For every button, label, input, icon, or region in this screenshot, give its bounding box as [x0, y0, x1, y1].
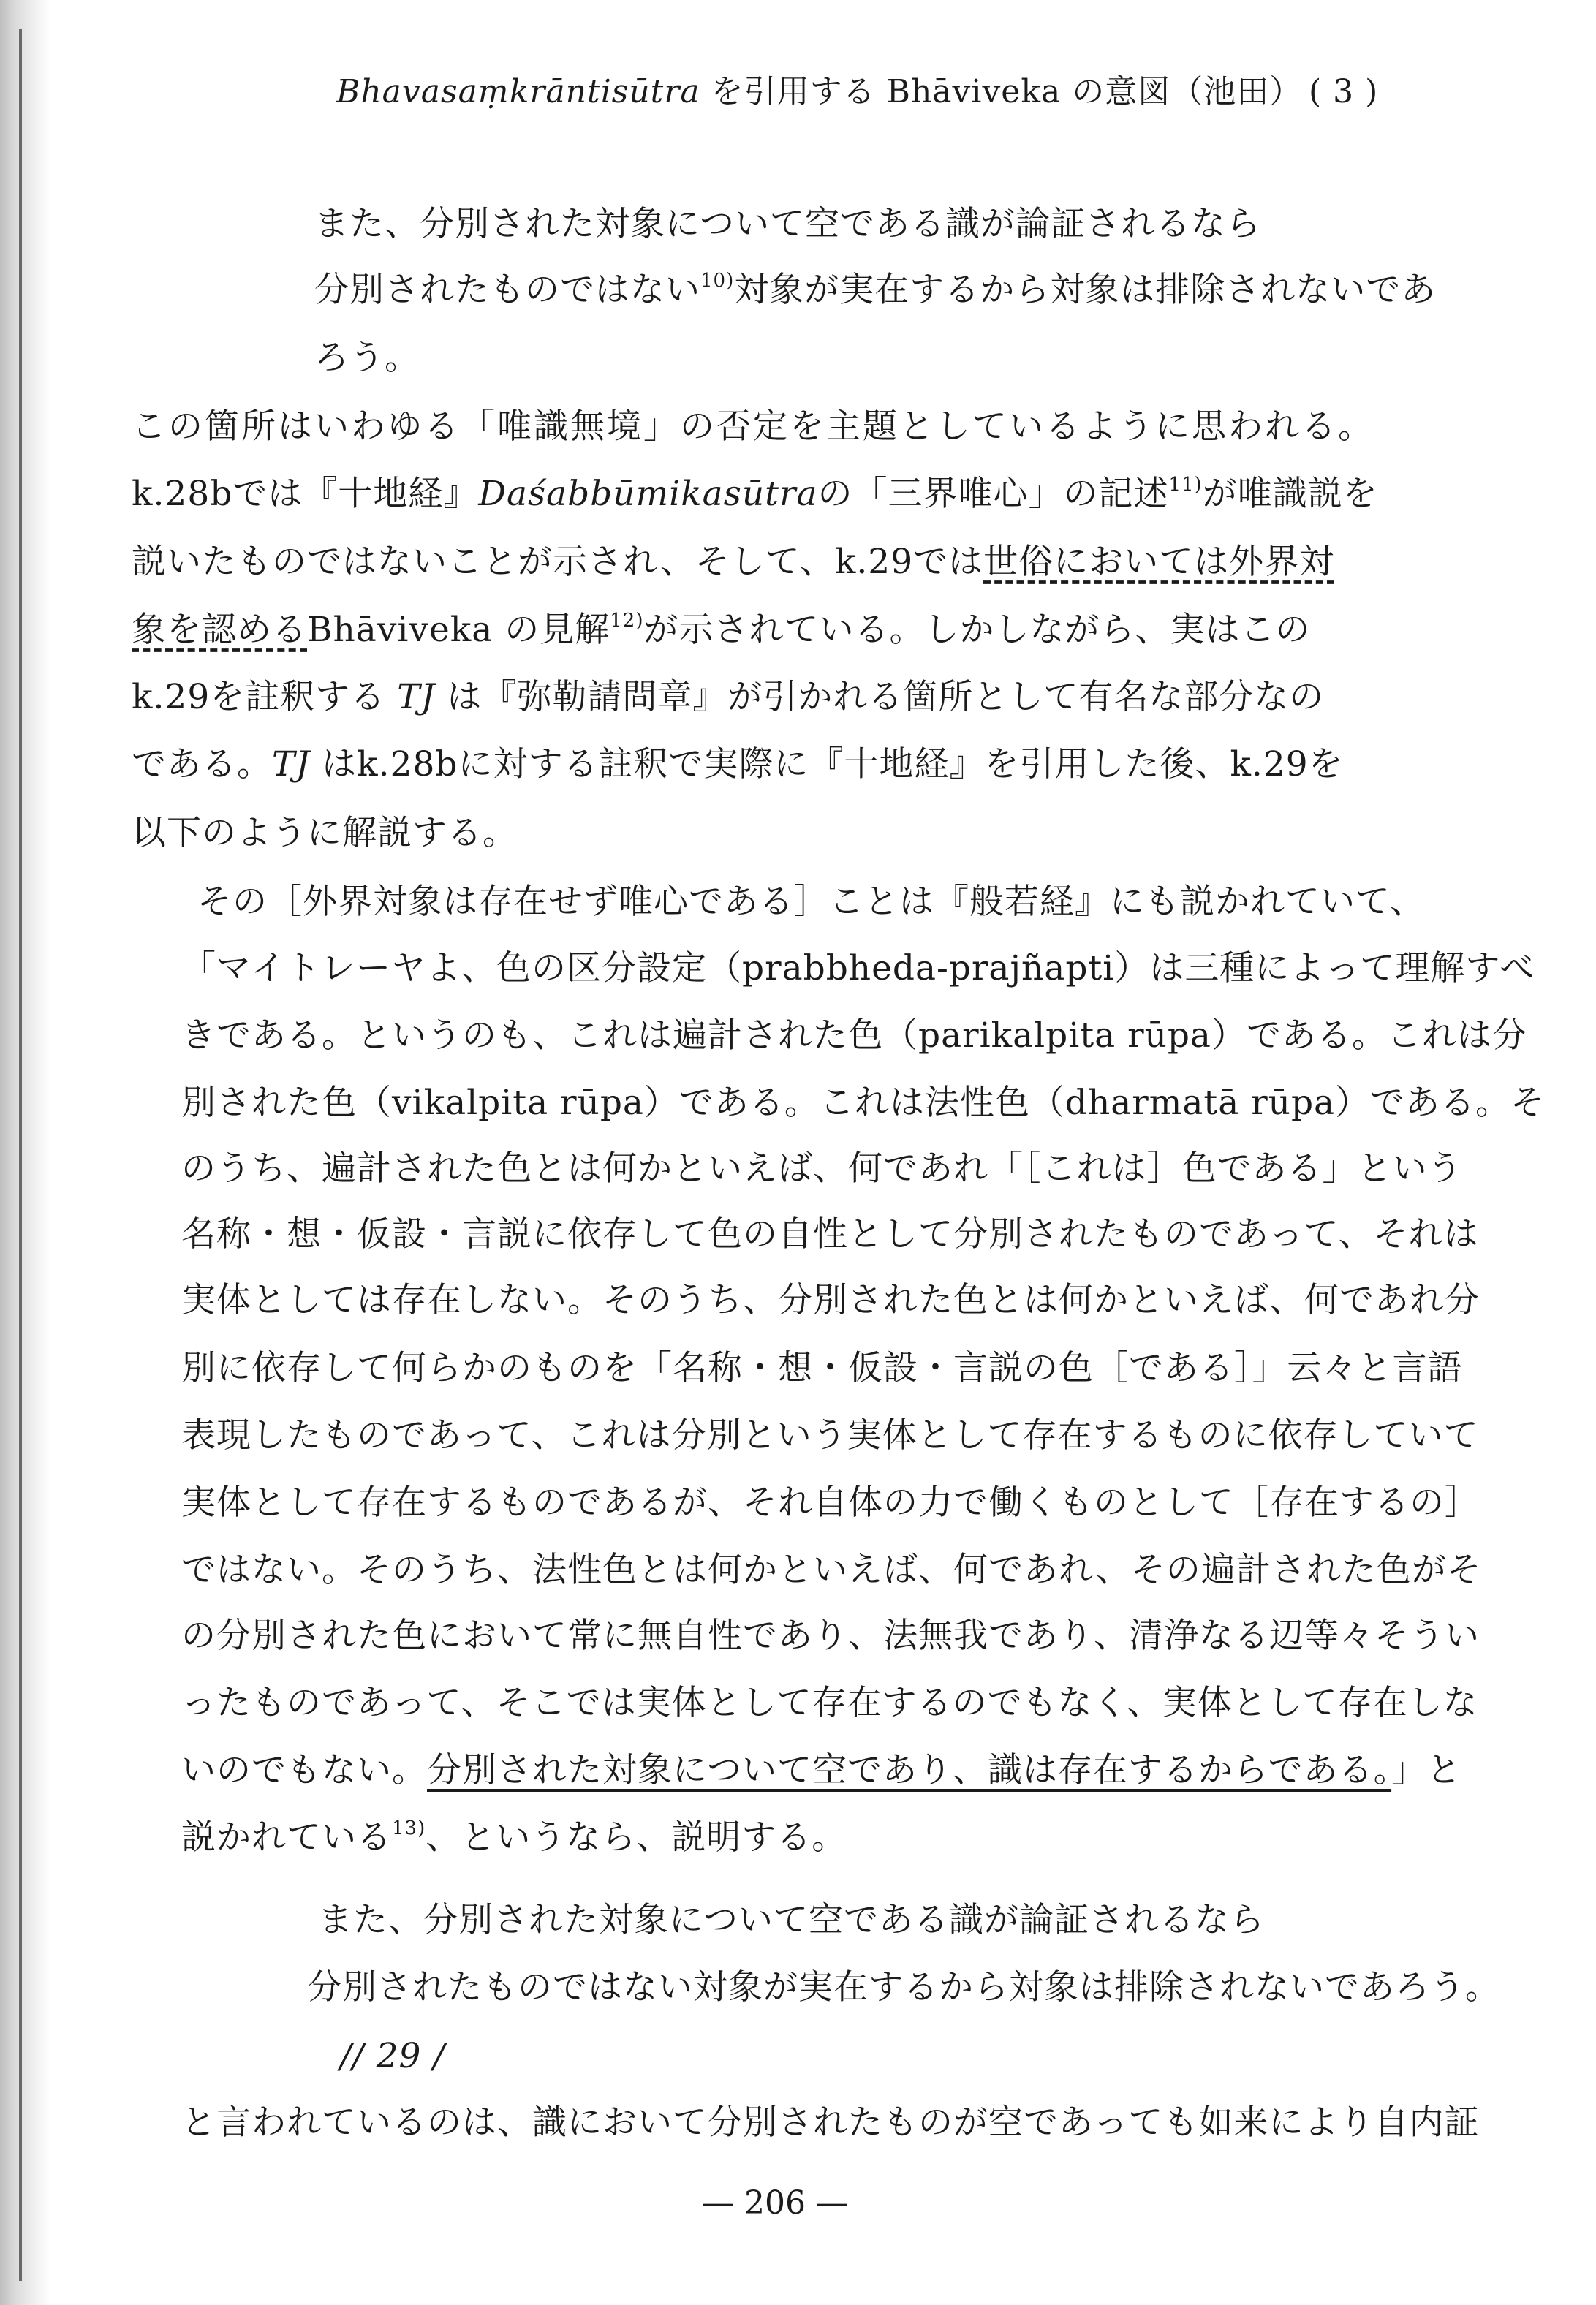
para1-line2: k.28bでは『十地経』Daśabbūmikasūtraの「三界唯心」の記述$^{11)}$が唯識説を	[132, 474, 1378, 514]
quote-line6: 名称・想・仮設・言説に依存して色の自性として分別されたものであって、それは	[181, 1214, 1479, 1254]
binding-edge-shadow	[0, 0, 51, 2305]
quote-line13: ったものであって、そこでは実体として存在するのでもなく、実体として存在しな	[181, 1683, 1478, 1723]
quote-line2: 「マイトレーヤよ、色の区分設定（prabbheda-prajñapti）は三種によって理解すべ	[181, 948, 1535, 988]
footer-page-number: — 206 —	[702, 2184, 848, 2222]
quote-line3: きである。というのも、これは遍計された色（parikalpita rūpa）である。これは分	[181, 1015, 1527, 1056]
para2-line1: と言われているのは、識において分別されたものが空であっても如来により自内証	[181, 2102, 1480, 2143]
quote-line14: いのでもない。分別された対象について空であり、識は存在するからである。」と	[181, 1750, 1462, 1790]
dashed-underline-phrase: 世俗においては外界対	[983, 542, 1335, 582]
para1-line6: である。TJ はk.28bに対する註釈で実際に『十地経』を引用した後、k.29を	[132, 744, 1344, 784]
verse-number: // 29 /	[340, 2036, 446, 2076]
para1-line5: k.29を註釈する TJ は『弥勒請問章』が引かれる箇所として有名な部分なの	[132, 677, 1325, 717]
verse1-line1: また、分別された対象について空である識が論証されるなら	[314, 204, 1262, 244]
verse1-line2: 分別されたものではない$^{10)}$対象が実在するから対象は排除されないであ	[314, 270, 1437, 310]
header-title-italic: Bhavasaṃkrāntisūtra	[336, 73, 700, 110]
footnote-ref: 12)	[610, 610, 644, 632]
quote-line8: 別に依存して何らかのものを「名称・想・仮設・言説の色［である］」云々と言語	[181, 1348, 1463, 1388]
para1-line3: 説いたものではないことが示され、そして、k.29では世俗においては外界対	[132, 542, 1335, 582]
quote-line11: ではない。そのうち、法性色とは何かといえば、何であれ、その遍計された色がそ	[181, 1550, 1482, 1590]
quote-line12: の分別された色において常に無自性であり、法無我であり、清浄なる辺等々そうい	[181, 1616, 1480, 1656]
quote-line15: 説かれている$^{13)}$、というなら、説明する。	[181, 1817, 847, 1858]
quote-line9: 表現したものであって、これは分別という実体として存在するものに依存していて	[181, 1415, 1479, 1456]
abbr-tj: TJ	[397, 677, 436, 717]
para1-line1: この箇所はいわゆる「唯識無境」の否定を主題としているように思われる。	[132, 406, 1374, 447]
verse2-line1: また、分別された対象について空である識が論証されるなら	[318, 1900, 1266, 1940]
quote-line1: その［外界対象は存在せず唯心である］ことは『般若経』にも説かれていて、	[197, 882, 1426, 922]
verse1-line3: ろう。	[314, 338, 420, 378]
quote-line5: のうち、遍計された色とは何かといえば、何であれ「［これは］色である」という	[181, 1148, 1463, 1189]
quote-line10: 実体として存在するものであるが、それ自体の力で働くものとして［存在するの］	[181, 1483, 1480, 1523]
quote-line4: 別された色（vikalpita rūpa）である。これは法性色（dharmatā rūpa）である。そ	[181, 1083, 1546, 1123]
sanskrit-title: Daśabbūmikasūtra	[478, 474, 818, 514]
dashed-underline-phrase: 象を認める	[132, 610, 307, 650]
quote-line7: 実体としては存在しない。そのうち、分別された色とは何かといえば、何であれ分	[181, 1280, 1480, 1320]
header-page-number: ( 3 )	[1309, 73, 1379, 110]
footnote-ref: 10)	[700, 270, 735, 292]
underlined-phrase: 分別された対象について空であり、識は存在するからである。	[427, 1750, 1392, 1790]
abbr-tj: TJ	[272, 744, 311, 784]
para1-line4: 象を認めるBhāviveka の見解$^{12)}$が示されている。しかしながら、実はこの	[132, 610, 1311, 650]
footnote-ref: 13)	[392, 1817, 426, 1839]
para1-line7: 以下のように解説する。	[132, 813, 518, 853]
binding-edge-line	[19, 29, 22, 2281]
verse2-line2: 分別されたものではない対象が実在するから対象は排除されないであろう。	[307, 1967, 1500, 2007]
footnote-ref: 11)	[1168, 474, 1203, 496]
running-header	[336, 73, 1303, 110]
header-title-rest: を引用する Bhāviveka の意図（池田）	[700, 73, 1303, 110]
